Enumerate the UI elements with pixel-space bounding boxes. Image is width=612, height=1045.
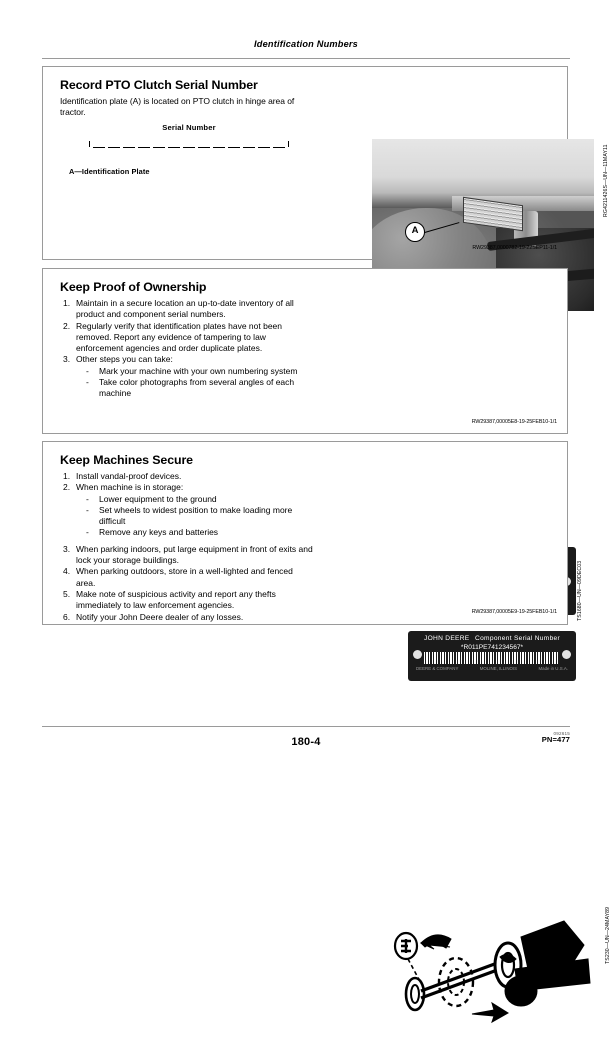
section-title: Record PTO Clutch Serial Number [60, 78, 258, 92]
plate-footer-row [408, 664, 576, 671]
wheel-adjustment-diagram-icon [388, 899, 598, 1045]
section-caption: RW29387,00005E8-19-25FEB10-1/1 [471, 419, 557, 425]
header-rule [42, 58, 570, 59]
figure-wheel-spacing-illustration [388, 899, 598, 1045]
part-number-block [542, 731, 570, 745]
serial-blank-end-tick [288, 141, 289, 147]
dash-bullet-icon: - [86, 527, 89, 538]
list-item-number: 1. [63, 471, 71, 481]
sub-list [76, 494, 313, 539]
section-title: Keep Proof of Ownership [60, 280, 207, 294]
list-item-number: 6. [63, 611, 71, 622]
list-item-text: Notify your John Deere dealer of any losses. [76, 611, 244, 622]
serial-number-label: Serial Number [162, 123, 216, 132]
sub-list-item-text: Set wheels to widest position to make loading more difficult [99, 504, 293, 527]
sub-list-item-text: Remove any keys and batteries [99, 527, 219, 538]
dash-bullet-icon: - [86, 504, 89, 515]
serial-blank-start-tick [89, 141, 90, 147]
serial-blank[interactable] [123, 147, 135, 148]
serial-blank[interactable] [183, 147, 195, 148]
list-item [63, 589, 313, 612]
list-item [63, 471, 313, 482]
section-record-pto-clutch-serial-number [42, 66, 609, 260]
list-item-text: When machine is in storage: [76, 482, 184, 493]
pn-text: PN=477 [541, 735, 570, 745]
serial-blank[interactable] [213, 147, 225, 148]
john-deere-brand-text: JOHN DEERE [424, 635, 470, 642]
sub-list [76, 366, 315, 400]
section-caption: RW29387,0000782-19-22SEP11-1/1 [472, 245, 557, 251]
dash-bullet-icon: - [86, 365, 89, 376]
list-item [63, 544, 313, 567]
running-title: Identification Numbers [254, 39, 358, 49]
serial-blank[interactable] [258, 147, 270, 148]
serial-blank[interactable] [138, 147, 150, 148]
footer-rule [42, 726, 570, 727]
sub-list-item [84, 366, 315, 377]
dash-bullet-icon: - [86, 377, 89, 388]
figure-legend: A—Identification Plate [69, 167, 150, 176]
list-item-text: When parking outdoors, store in a well-lighted and fenced area. [76, 566, 293, 588]
csn-number-text: *R011PE741234567* [460, 644, 524, 651]
serial-blank[interactable] [108, 147, 120, 148]
list-item-text: Install vandal-proof devices. [76, 471, 182, 481]
serial-blank[interactable] [243, 147, 255, 148]
serial-blank[interactable] [273, 147, 285, 148]
serial-number-entry-block [60, 123, 318, 148]
list-item-number: 3. [63, 354, 71, 365]
manufacturer-location-text: MOLINE, ILLINOIS [479, 666, 518, 671]
dash-bullet-icon: - [86, 493, 89, 504]
component-serial-number-plate [408, 631, 576, 681]
list-item [63, 298, 315, 321]
list-item-number: 2. [63, 482, 71, 493]
barcode-icon [424, 652, 560, 664]
csn-label-text: Component Serial Number [475, 635, 560, 642]
security-steps-list [63, 471, 313, 623]
plate-screw-right-icon [562, 650, 571, 659]
section-intro-text: Identification plate (A) is located on PTO clutch in hinge area of tractor. [60, 96, 295, 118]
plate-header-row [408, 631, 576, 642]
list-item-text: Regularly verify that identification plates have not been removed. Report any evidence of tampering to law enforcement agencies and order duplicate plates. [76, 320, 283, 354]
list-item [63, 354, 315, 399]
list-item-text: When parking indoors, put large equipment in front of exits and lock your storage buildings. [76, 543, 313, 566]
list-item-text: Make note of suspicious activity and report any thefts immediately to law enforcement agencies. [76, 588, 276, 611]
sub-list-item [84, 505, 313, 528]
list-item [63, 566, 313, 589]
list-item-text: Maintain in a secure location an up-to-date inventory of all product and component serial numbers. [76, 298, 294, 320]
sub-list-item [84, 494, 313, 505]
list-item-number: 1. [63, 298, 71, 308]
made-in-text: Made in U.S.A. [538, 666, 568, 671]
section-title: Keep Machines Secure [60, 453, 193, 467]
list-item-number: 5. [63, 588, 71, 599]
sub-list-item-text: Mark your machine with your own numbering system [99, 365, 298, 376]
list-item [63, 482, 313, 538]
list-item-number: 3. [63, 543, 71, 554]
serial-blank[interactable] [168, 147, 180, 148]
serial-blank[interactable] [228, 147, 240, 148]
list-item-text: Other steps you can take: [76, 354, 173, 365]
page-header [0, 34, 612, 52]
sub-list-item-text: Take color photographs from several angles of each machine [99, 377, 295, 399]
sub-list-item [84, 527, 313, 538]
ownership-steps-list [63, 298, 315, 400]
figure-source-code: TS230—UN—24MAY89 [605, 906, 611, 964]
sub-list-item [84, 377, 315, 400]
figure-source-code: TS1680—UN—09DEC03 [577, 560, 583, 621]
serial-blank[interactable] [93, 147, 105, 148]
list-item-number: 4. [63, 566, 71, 577]
serial-number-blanks[interactable] [60, 141, 318, 148]
serial-blank[interactable] [198, 147, 210, 148]
figure-source-code: RG4211426S—UN—11MAY11 [603, 144, 609, 217]
list-item [63, 612, 313, 623]
section-caption: RW29387,00005E9-19-25FEB10-1/1 [471, 609, 557, 615]
manufacturer-text: DEERE & COMPANY [416, 666, 459, 671]
serial-blank[interactable] [153, 147, 165, 148]
callout-a-icon: A [405, 222, 425, 242]
date-code-text: 092615 [553, 731, 570, 736]
list-item-number: 2. [63, 320, 71, 331]
sub-list-item-text: Lower equipment to the ground [99, 493, 217, 504]
page-number: 180-4 [291, 736, 321, 748]
plate-screw-left-icon [413, 650, 422, 659]
list-item [63, 321, 315, 355]
